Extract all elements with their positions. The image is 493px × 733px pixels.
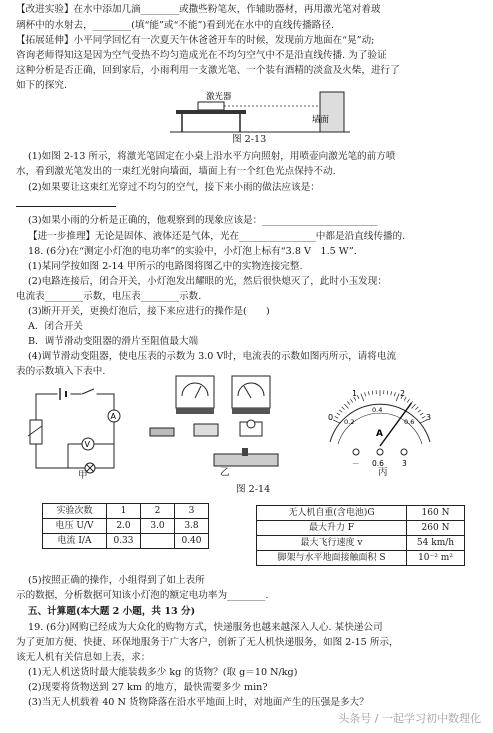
text-line: 水，看到激光笔发出的一束红光射向墙面，墙面上有一个红色光点保持不动. (16, 166, 336, 177)
svg-text:V: V (84, 440, 90, 449)
text-line: (1)某同学按如图 2-14 甲所示的电路图将图乙中的实物连接完整. (28, 261, 303, 272)
option-a: A．闭合开关 (28, 321, 83, 332)
dial-tick (361, 394, 364, 401)
switch-device-icon (194, 424, 218, 436)
data-table (42, 503, 209, 549)
table-row: 最大升力 F 260 N (257, 521, 465, 536)
dial-label: 3 (426, 413, 432, 422)
terminal-label: 3 (402, 459, 407, 468)
table-row: 实验次数 1 2 3 (43, 504, 209, 519)
dial-tick (411, 404, 415, 408)
dial-tick (415, 407, 418, 410)
section-heading: 五、计算题(本大题 2 小题，共 13 分) (28, 606, 196, 617)
text-line: 璃杯中的水射去，________(填“能”或“不能”)看到光在水中的直线传播路径. (16, 20, 334, 31)
current-answer-cell[interactable] (141, 534, 175, 549)
dial-tick (422, 416, 425, 418)
figure-caption: 图 2-14 (236, 484, 271, 495)
voltmeter-device-icon (232, 376, 270, 408)
dial-tick (396, 394, 399, 401)
laser-label: 激光器 (206, 92, 232, 102)
dial-tick (391, 391, 392, 395)
dial-tick (387, 391, 388, 395)
dial-sublabel: 0.6 (404, 418, 415, 426)
dial-tick (372, 391, 373, 395)
dial-tick (394, 392, 395, 396)
battery-box-icon (150, 428, 174, 436)
table-row: 电流 I/A 0.33 0.40 (43, 534, 209, 549)
text-line: (3)断开开关，更换灯泡后，接下来应进行的操作是( ) (28, 306, 270, 317)
table-row: 电压 U/V 2.0 3.0 3.8 (43, 519, 209, 534)
text-line: (2)电路连接后，闭合开关，小灯泡发出耀眼的光，然后很快熄灭了，此时小玉发现： (28, 276, 387, 287)
wall (320, 92, 344, 132)
table-row: 最大飞行速度 v 54 km/h (257, 536, 465, 551)
text-line: 电流表________示数，电压表________示数. (16, 291, 202, 302)
ammeter-dial (318, 384, 442, 472)
dial-tick (407, 399, 409, 402)
text-line: 这种分析是否正确，回到家后，小雨利用一支激光笔、一个装有酒精的淡盒及火柴，进行了 (16, 65, 400, 76)
table-row: 脚架与水平地面接触面积 S 10⁻² m² (257, 551, 465, 566)
text-line: 【改进实验】在水中添加几滴________或撒些粉笔灰，作辅助器材，再用激光笔对着玻 (16, 4, 381, 15)
dial-label: 0 (328, 413, 334, 422)
option-b: B．调节滑动变阻器的滑片至阻值最大端 (28, 336, 199, 347)
text-line: (5)按照正确的操作，小组得到了如上表所 (28, 575, 205, 586)
text-line: (1)无人机送货时最大能装载多少 kg 的货物？(取 g＝10 N/kg) (28, 667, 298, 678)
text-line: (2)现要将货物送到 27 km 的地方，最快需要多少 min? (28, 682, 268, 693)
figure-label-bing: 丙 (378, 467, 388, 478)
text-line: 18. (6分)在“测定小灯泡的电功率”的实验中，小灯泡上标有“3.8 V 1.5 W”. (28, 246, 357, 257)
terminal-label: 0.6 (372, 459, 384, 468)
text-line: 咨询老师得知这是因为空气受热不均匀造成光在不均匀空气中不是沿直线传播. 为了验证 (16, 50, 387, 61)
text-line: (1)如图 2-13 所示，将激光笔固定在小桌上沿水平方向照射，用喷壶向激光笔的前方喷 (28, 151, 396, 162)
dial-tick (420, 413, 423, 415)
dial-tick (368, 391, 369, 395)
figure-label-jia: 甲 (78, 470, 88, 481)
dial-tick (335, 416, 338, 418)
svg-text:A: A (110, 412, 116, 421)
dial-tick (357, 395, 359, 399)
dial-tick (342, 407, 345, 410)
laser-pointer-icon (198, 102, 224, 110)
terminal-icon (401, 449, 407, 455)
terminal-icon (353, 449, 359, 455)
drone-spec-table (256, 505, 465, 566)
dial-tick (333, 420, 340, 423)
wall-label: 墙面 (312, 115, 330, 125)
dial-tick (418, 410, 421, 412)
text-line: (2)如果要让这束红光穿过不均匀的空气，接下来小雨的做法应该是： (28, 182, 320, 193)
dial-tick (365, 392, 366, 396)
text-line: 示的数据，分析数据可知该小灯泡的额定电功率为________. (16, 590, 269, 601)
text-line: 【进一步推理】无论是固体、液体还是气体，光在________________中都是沿直线传播的. (28, 231, 406, 242)
ammeter-device-icon (176, 376, 214, 408)
text-line: 如下的探究. (16, 80, 68, 91)
dial-sublabel: 0.4 (372, 406, 383, 414)
dial-sublabel: 0.2 (344, 418, 355, 426)
dial-tick (351, 399, 353, 402)
text-line: 该无人机有关信息如上表，求： (16, 652, 151, 663)
text-line: 为了更加方便、快捷、环保地服务于广大客户，创新了无人机快递服务，如图 2-15 所示， (16, 637, 399, 648)
dial-label: 2 (400, 389, 406, 398)
terminal-label: － (352, 459, 360, 468)
answer-line[interactable] (16, 196, 485, 213)
table-top (176, 110, 246, 114)
text-line: 【拓展延伸】小平同学回忆有一次夏天午休爸爸开车的时候，发现前方地面在“晃”动; (16, 35, 375, 46)
dial-tick (347, 402, 350, 405)
dial-label: 1 (352, 389, 358, 398)
figure-2-13 (170, 90, 350, 136)
terminal-icon (377, 449, 383, 455)
text-line: 19. (6分)网购已经成为大众化的购物方式，快递服务也越来越深入人心. 某快递公司 (28, 622, 383, 633)
rheostat-icon (30, 420, 42, 444)
text-line: (4)调节滑动变阻器，使电压表的示数为 3.0 V时，电流表的示数如图丙所示，请将电流 (28, 351, 397, 362)
figure-caption: 图 2-13 (232, 134, 267, 145)
text-line: 表的示数填入下表中. (16, 366, 106, 377)
table-row: 无人机自重(含电池)G 160 N (257, 506, 465, 521)
circuit-diagram (28, 386, 124, 482)
watermark: 头条号 / 一起学习初中数理化 (338, 712, 481, 726)
dial-tick (344, 404, 348, 408)
unit-label: A (376, 429, 383, 439)
dial-tick (337, 413, 340, 415)
text-line: (3)当无人机载着 40 N 货物降落在沿水平地面上时，对地面产生的压强是多大？ (28, 697, 369, 708)
text-line: (3)如果小雨的分析是正确的，他观察到的现象应该是：________________________ (28, 215, 378, 226)
dial-tick (339, 410, 342, 412)
figure-label-yi: 乙 (220, 467, 230, 478)
